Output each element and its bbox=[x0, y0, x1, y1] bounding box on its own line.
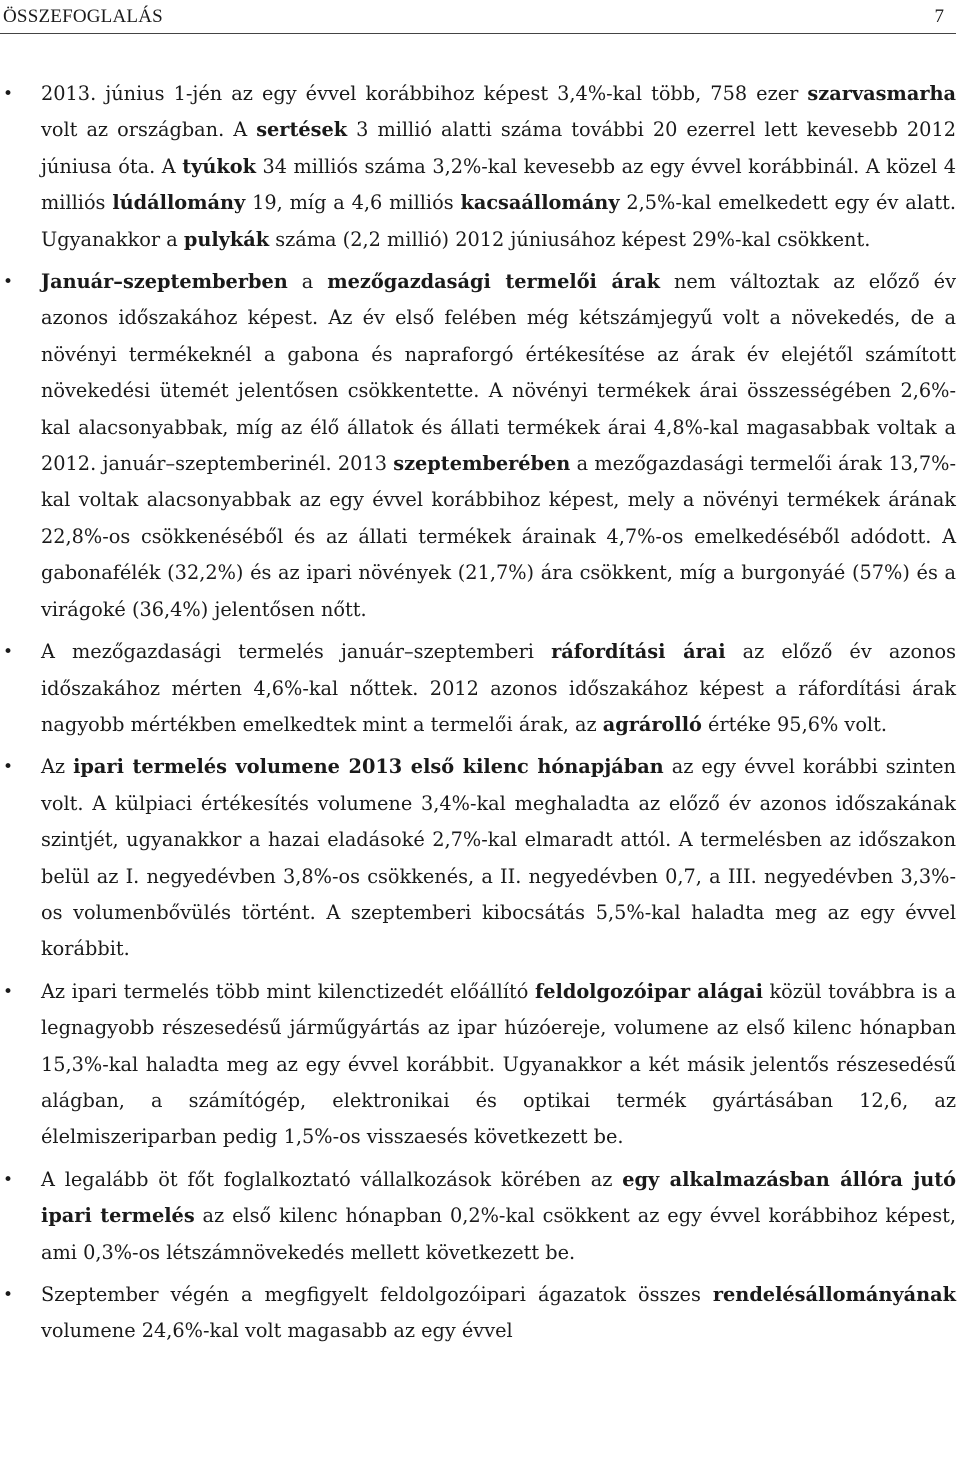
bullet-paragraph bbox=[0, 76, 956, 258]
bold-text: szeptemberében bbox=[393, 452, 571, 476]
text-run: A legalább öt főt foglalkoztató vállalkozások körében az bbox=[41, 1167, 623, 1191]
bold-text: ráfordítási árai bbox=[551, 640, 726, 664]
bullet-paragraph bbox=[0, 264, 956, 628]
bold-text: kacsaállomány bbox=[460, 191, 620, 215]
text-run: A mezőgazdasági termelés január–szeptemberi bbox=[41, 640, 552, 664]
bold-text: pulykák bbox=[183, 227, 270, 251]
text-run: Az ipari termelés több mint kilenctizedét előállító bbox=[41, 979, 535, 1003]
text-run: az előző év azonos időszakához mérten 4,6%-kal nőttek. 2012 azonos időszakához képest a ráfordítási árak nagyobb mértékben emelkedtek mint a termelői árak, az bbox=[41, 640, 956, 736]
text-run: 19, míg a 4,6 milliós bbox=[245, 191, 461, 215]
text-run: 2,5%-kal emelkedett egy év alatt. Ugyanakkor a bbox=[41, 191, 956, 251]
text-run: 34 milliós száma 3,2%-kal kevesebb az egy évvel korábbinál. A közel 4 milliós bbox=[41, 154, 956, 215]
bullet-icon: • bbox=[3, 84, 14, 104]
bold-text: rendelésállományának bbox=[712, 1283, 956, 1306]
page-header bbox=[0, 0, 956, 34]
bullet-icon: • bbox=[3, 757, 14, 778]
section-title: ÖSSZEFOGLALÁS bbox=[3, 6, 163, 27]
bullet-paragraph bbox=[0, 1162, 956, 1271]
text-run: értéke 95,6% volt. bbox=[701, 712, 887, 736]
bullet-paragraph bbox=[0, 974, 956, 1156]
bold-text: lúdállomány bbox=[112, 191, 246, 215]
bold-text: szarvasmarha bbox=[807, 82, 956, 105]
bullet-icon: • bbox=[3, 1169, 14, 1190]
text-run: az egy évvel korábbi szinten volt. A külpiaci értékesítés volumene 3,4%-kal meghaladta az előző év azonos időszakának szintjét, ugyanakkor a hazai eladásoké 2,7%-kal elmaradt attól. A termelésben az időszakon belül az I. negyedévben 3,8%-os csökkenés, a II. negyedévben 0,7, a III. negyedévben 3,3%-os volumenbővülés történt. A szeptemberi kibocsátás 5,5%-kal haladta meg az egy évvel korábbit. bbox=[41, 755, 956, 961]
bullet-paragraph bbox=[0, 1277, 956, 1350]
bullet-icon: • bbox=[3, 642, 14, 663]
bullet-icon: • bbox=[3, 981, 14, 1002]
bullet-icon: • bbox=[3, 272, 14, 293]
text-run: az első kilenc hónapban 0,2%-kal csökkent az egy évvel korábbihoz képest, ami 0,3%-os létszámnövekedés mellett következett be. bbox=[41, 1204, 956, 1264]
bold-text: mezőgazdasági termelői árak bbox=[327, 270, 660, 294]
text-run: volt az országban. A bbox=[41, 118, 257, 142]
bold-text: feldolgozóipar alágai bbox=[534, 979, 763, 1003]
text-run: száma (2,2 millió) 2012 júniusához képest 29%-kal csökkent. bbox=[269, 227, 871, 251]
text-run: a bbox=[287, 270, 328, 294]
summary-content bbox=[0, 76, 956, 1350]
text-run: a mezőgazdasági termelői árak 13,7%-kal voltak alacsonyabbak az egy évvel korábbihoz képest, mely a növényi termékek árának 22,8%-os csökkenéséből és az állati termékek árainak 4,7%-os emelkedéséből adódott. A gabonafélék (32,2%) és az ipari növények (21,7%) ára csökkent, míg a burgonyáé (57%) és a virágoké (36,4%) jelentősen nőtt. bbox=[41, 452, 956, 621]
bullet-paragraph bbox=[0, 634, 956, 743]
bold-text: sertések bbox=[256, 118, 348, 142]
bold-text: Január–szeptemberben bbox=[41, 270, 288, 294]
text-run: Az bbox=[41, 755, 74, 779]
text-run: nem változtak az előző év azonos időszakához képest. Az év első felében még kétszámjegyű volt a növekedés, de a növényi termékeknél a gabona és napraforgó értékesítése az árak év elejétől számított növekedési ütemét jelentősen csökkentette. A növényi termékek árai összességében 2,6%-kal alacsonyabbak, míg az élő állatok és állati termékek árai 4,8%-kal magasabbak voltak a 2012. január–szeptemberinél. 2013 bbox=[41, 270, 956, 476]
bold-text: agrárolló bbox=[602, 712, 702, 736]
text-run: volumene 24,6%-kal volt magasabb az egy évvel bbox=[41, 1319, 513, 1343]
text-run: közül továbbra is a legnagyobb részesedésű járműgyártás az ipar húzóereje, volumene az első kilenc hónapban 15,3%-kal haladta meg az egy évvel korábbit. Ugyanakkor a két másik jelentős részesedésű alágban, a számítógép, elektronikai és optikai termék gyártásában 12,6, az élelmiszeriparban pedig 1,5%-os visszaesés következett be. bbox=[41, 979, 956, 1149]
text-run: 3 millió alatti száma további 20 ezerrel lett kevesebb 2012 júniusa óta. A bbox=[41, 118, 956, 178]
text-run: Szeptember végén a megfigyelt feldolgozóipari ágazatok összes bbox=[41, 1283, 713, 1306]
bold-text: egy alkalmazásban állóra jutó ipari termelés bbox=[41, 1167, 956, 1228]
bullet-icon: • bbox=[3, 1285, 14, 1305]
bold-text: tyúkok bbox=[182, 154, 256, 178]
page-number: 7 bbox=[934, 6, 944, 27]
bold-text: ipari termelés volumene 2013 első kilenc hónapjában bbox=[73, 755, 664, 779]
text-run: 2013. június 1-jén az egy évvel korábbihoz képest 3,4%-kal több, 758 ezer bbox=[41, 82, 808, 105]
bullet-paragraph bbox=[0, 749, 956, 967]
